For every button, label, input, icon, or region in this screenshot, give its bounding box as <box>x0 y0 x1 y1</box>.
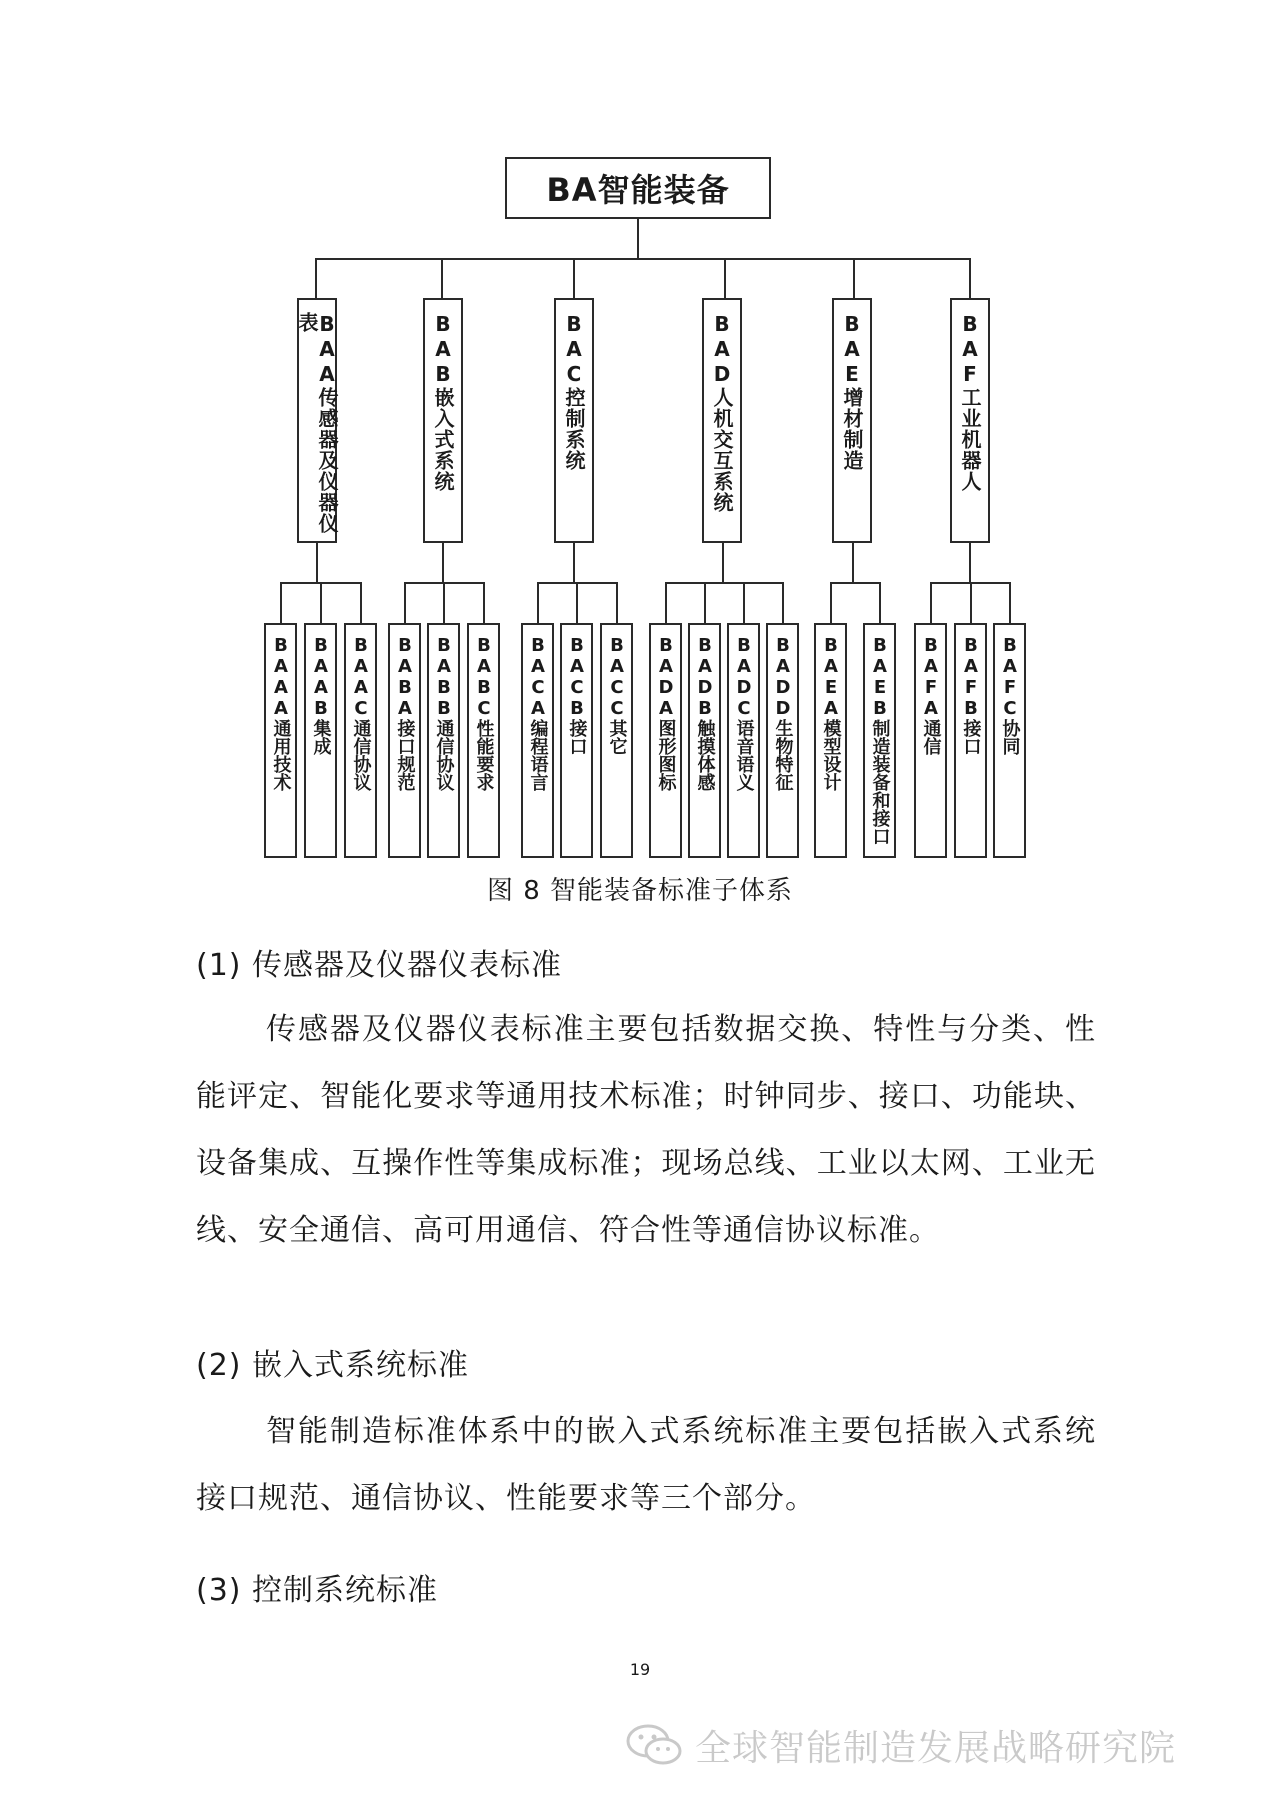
section-heading: (1) 传感器及仪器仪表标准 <box>196 948 563 983</box>
child-drop <box>483 582 485 625</box>
child-label: BABA接口规范 <box>394 635 416 791</box>
child-node <box>863 623 896 858</box>
child-label: BADD生物特征 <box>772 635 794 791</box>
child-stem <box>442 543 444 583</box>
child-drop <box>665 582 667 625</box>
section-paragraph: 智能制造标准体系中的嵌入式系统标准主要包括嵌入式系统接口规范、通信协议、性能要求等三个部分。 <box>196 1414 1096 1516</box>
child-node <box>727 623 760 858</box>
standard-system-diagram <box>0 0 1280 880</box>
child-stem <box>573 543 575 583</box>
child-node <box>388 623 421 858</box>
category-node <box>297 298 337 543</box>
category-label: BAA传感器及仪器仪表 <box>295 312 339 534</box>
child-label: BAEA模型设计 <box>820 635 842 791</box>
child-stem <box>852 543 854 583</box>
child-drop <box>537 582 539 625</box>
cat-stem <box>969 258 971 300</box>
child-drop <box>404 582 406 625</box>
child-node <box>993 623 1026 858</box>
child-drop <box>830 582 832 625</box>
cat-stem <box>573 258 575 300</box>
child-bus <box>830 582 881 584</box>
child-label: BACA编程语言 <box>527 635 549 791</box>
cat-stem <box>315 258 317 300</box>
root-node: BA智能装备 <box>505 157 771 219</box>
cat-stem <box>441 258 443 300</box>
category-label: BAC控制系统 <box>562 312 586 471</box>
child-bus <box>665 582 783 584</box>
child-node <box>304 623 337 858</box>
cat-stem <box>724 258 726 300</box>
child-drop <box>616 582 618 625</box>
child-node <box>264 623 297 858</box>
child-label: BACB接口 <box>566 635 588 755</box>
child-drop <box>443 582 445 625</box>
level1-bus <box>315 258 970 260</box>
child-drop <box>743 582 745 625</box>
child-node <box>954 623 987 858</box>
wechat-icon <box>625 1723 685 1767</box>
child-node <box>814 623 847 858</box>
child-stem <box>316 543 318 583</box>
child-label: BAAB集成 <box>310 635 332 755</box>
category-node <box>423 298 463 543</box>
child-label: BAFA通信 <box>920 635 942 755</box>
child-node <box>467 623 500 858</box>
child-label: BABC性能要求 <box>473 635 495 791</box>
category-label: BAB嵌入式系统 <box>431 312 455 492</box>
figure-caption: 图 8 智能装备标准子体系 <box>486 876 794 906</box>
child-drop <box>879 582 881 625</box>
root-stem <box>637 219 639 259</box>
category-node <box>554 298 594 543</box>
child-node <box>427 623 460 858</box>
category-node <box>832 298 872 543</box>
child-label: BAFC协同 <box>999 635 1021 755</box>
watermark <box>625 1720 1176 1770</box>
child-node <box>766 623 799 858</box>
child-label: BADA图形图标 <box>655 635 677 791</box>
child-drop <box>782 582 784 625</box>
child-node <box>521 623 554 858</box>
child-drop <box>280 582 282 625</box>
child-drop <box>930 582 932 625</box>
child-label: BADB触摸体感 <box>694 635 716 791</box>
child-label: BAAA通用技术 <box>270 635 292 791</box>
child-node <box>600 623 633 858</box>
child-node <box>649 623 682 858</box>
child-drop <box>970 582 972 625</box>
child-drop <box>1009 582 1011 625</box>
watermark-text: 全球智能制造发展战略研究院 <box>695 1727 1177 1769</box>
child-node <box>688 623 721 858</box>
child-drop <box>704 582 706 625</box>
child-label: BAEB制造装备和接口 <box>869 635 891 845</box>
category-node <box>950 298 990 543</box>
child-drop <box>360 582 362 625</box>
child-stem <box>969 543 971 583</box>
child-label: BABB通信协议 <box>433 635 455 791</box>
child-label: BAFB接口 <box>960 635 982 755</box>
child-stem <box>722 543 724 583</box>
category-node <box>702 298 742 543</box>
child-label: BACC其它 <box>606 635 628 755</box>
category-label: BAD人机交互系统 <box>710 312 734 513</box>
category-label: BAE增材制造 <box>840 312 864 471</box>
child-label: BADC语音语义 <box>733 635 755 791</box>
child-node <box>914 623 947 858</box>
page-number: 19 <box>629 1660 651 1679</box>
section-paragraph: 传感器及仪器仪表标准主要包括数据交换、特性与分类、性能评定、智能化要求等通用技术标准；时钟同步、接口、功能块、设备集成、互操作性等集成标准；现场总线、工业以太网、工业无线、安全通信、高可用通信、符合性等通信协议标准。 <box>196 1012 1096 1248</box>
child-drop <box>576 582 578 625</box>
child-node <box>560 623 593 858</box>
child-label: BAAC通信协议 <box>350 635 372 791</box>
section-heading: (3) 控制系统标准 <box>196 1573 439 1608</box>
category-label: BAF工业机器人 <box>958 312 982 492</box>
child-node <box>344 623 377 858</box>
child-drop <box>320 582 322 625</box>
cat-stem <box>853 258 855 300</box>
section-heading: (2) 嵌入式系统标准 <box>196 1348 470 1383</box>
